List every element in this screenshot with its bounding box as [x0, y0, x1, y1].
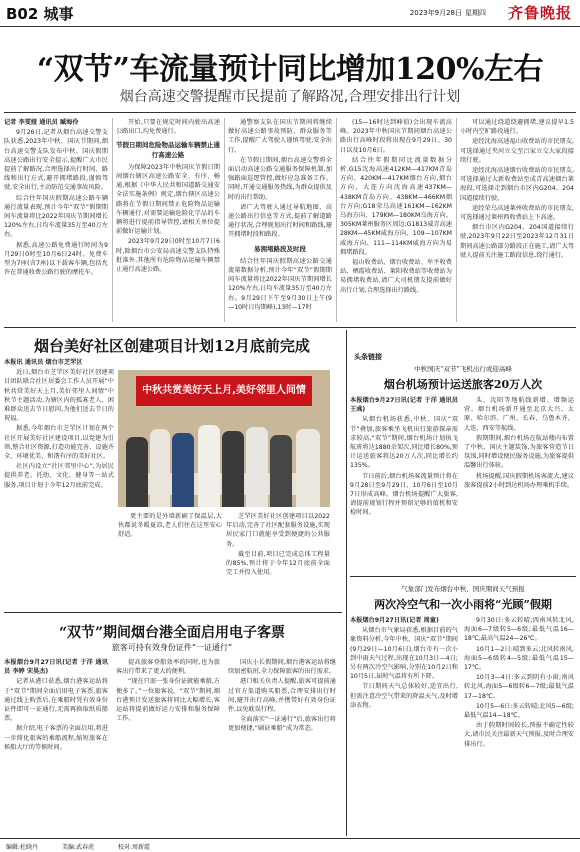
lead-column-5: [460, 118, 574, 324]
photo-person: [296, 429, 320, 507]
lead-subheadline: 烟台高速交警提醒市民提前了解路况,合理安排出行计划: [119, 89, 461, 105]
lead-paragraph: 福山收费站、烟台收费站、牟平收费站、栖霞收费站、莱阳收费站等收费站为易拥堵收费站,请广大司机朋友提前做好出行计划,合理选择出行路线。: [340, 259, 452, 294]
sidebar1-headline: 烟台机场预计运送旅客20万人次: [383, 378, 543, 391]
sidebar1-paragraph: 头、沈阳等地航线新增、增频运营。烟台机场新开通至北京大兴、太原、哈尔滨、广州、长春、乌鲁木齐、大连、西安等航线。: [464, 397, 574, 432]
lead-paragraph: 开始,只要在规定时间内驶出高速公路出口,均免费通行。: [116, 119, 220, 136]
sidebar2-kicker: 气象部门发布烟台中秋、国庆期间天气预报: [401, 585, 525, 593]
story3-subheadline: 旅客可持有效身份证件“一证通行”: [111, 643, 233, 652]
sidebar2-paragraph: 节日期间天气总体较好,适宜出行,但需注意冷空气带来的降温天气,及时增添衣物。: [350, 683, 458, 709]
story2-paragraph: 社区内设立“社区邻里中心”,为居民提供养老、托幼、文化、健身等一站式服务,项目计划于今年12月底前完成。: [4, 463, 114, 489]
sidebar1-column-2: [464, 396, 574, 570]
story3-paragraph: 提高旅客登船效率的同时,也为旅客出行带来了更大的便利。: [116, 659, 220, 676]
divider: [4, 112, 576, 113]
story3-paragraph: 记者从港口获悉,烟台港客运站将于“双节”期间全面启用电子客票,旅客通过线上购票后,在乘船时凭有效身份证件即可一证通行,无需再换取纸质船票。: [4, 678, 108, 723]
story3-byline: 本报烟台9月27日讯(记者 于洋 通讯员 李婷 宋昊杰): [4, 659, 108, 676]
section-tag: B02 城事: [6, 5, 74, 23]
story3-paragraph: 港口相关负责人提醒,旅客可提前通过官方渠道购买船票,合理安排出行时间,避开出行高峰,并携带好有效身份证件,以免耽误行程。: [228, 678, 336, 714]
column-rule: [224, 118, 225, 322]
issue-weekday: 星期四: [465, 9, 486, 17]
lead-paragraph: 烟台市区内G204、204国道接续行驶,2023年9月22日至2023年12月31日期间高速公路部分路段正在施工,请广大驾驶人提前关注施工路段信息,绕行通行。: [460, 224, 574, 259]
sidebar1-paragraph: 机场提醒,国庆假期机场客流大,建议旅客提前2小时到达机场办理乘机手续。: [464, 472, 574, 489]
lead-column-4: [340, 118, 452, 324]
lead-headline: “双节”车流量预计同比增加120%左右: [36, 52, 544, 87]
sidebar2-paragraph: 10月5—6日:多云转晴;北风5—6级;最低气温14—18℃。: [464, 702, 574, 720]
story2-column-2: [118, 512, 222, 606]
story2-column-1: [4, 358, 114, 606]
lead-paragraph: 为保障2023年中秋国庆节假日期间烟台辖区高速公路安全、有序、畅通,根据《中华人民共和国道路交通安全法实施条例》规定,烟台辖区高速公路将在节假日期间禁止危险物品运输车辆通行,对需要运输危险化学品的车辆将进行提前指导管控,请相关单位提前做好运输计划。: [116, 163, 220, 236]
page-footer: [0, 838, 580, 852]
story2-headline: 烟台美好社区创建项目计划12月底前完成: [34, 337, 310, 355]
sidebar2-paragraph: 10月3—4日:多云到阴有小雨;南风转北风,海面5—6级转6—7级;最低气温17—18℃。: [464, 674, 574, 700]
footer-designer: 美编:武春虎: [62, 844, 95, 851]
photo-banner: 中秋共赏美好天上月,美好邻里人间情: [136, 376, 312, 406]
lead-paragraph: 结合往年假期同比流量数据分析,G15沈海高速412KM—417KM青岛方向、420KM—417KM烟台方向,烟台方向、大连方向沈海高速437KM—438KM青岛方向、438KM—466KM烟台方向;G18荣乌高速161KM—162KM乌海方向、179KM—180KM乌海方向、305KM莱州服务区周边;G1813威青高速28KM—45KM威海方向、109—107KM威海方向、111—114KM威海方向为易拥堵路段。: [340, 156, 452, 256]
photo-person: [222, 431, 244, 507]
sidebar2-byline: 本报烟台9月27日讯(记者 周童): [350, 617, 439, 624]
lead-paragraph: 途经沈海高速烟台收费站的市民朋友,可选择通过大新收费站至成青高速烟台莱海段,可选择走到烟台市区内G204、204国道接续行驶。: [460, 167, 574, 202]
story3-column-3: [228, 658, 336, 834]
sidebar2-paragraph: 10月1—2日:晴到多云;北风转南风,海面5—6级转4—5级;最低气温15—17℃。: [464, 645, 574, 672]
sidebar-tag: 头条链接: [354, 353, 382, 361]
sidebar2-paragraph: 从烟台市气象局获悉,根据目前的气象资料分析,今年中秋、国庆“双节”期间(9月29日—10月6日),烟台市有一次小到中雨天气过程,出现在10月3日—4日;另有两次冷空气影响,分别在10月2日和10月5日,届时气温将有所下降。: [350, 627, 458, 681]
lead-paragraph: 结合往年国庆假期高速公路交通流量数据分析,预计今年“双节”假期期间车流量将比2022年国庆节期间增长120%左右,日均车流量35万至40万左右。9月29日下午至9月30日上午(9—10时日均期峰),13时—17时: [228, 257, 332, 311]
story3-paragraph: 国庆小长假期间,烟台港客运站将继续加密航班,全力保障旅客的出行需求。: [228, 659, 336, 676]
photo-person: [172, 433, 194, 507]
story2-paragraph: 据悉,今年烟台市芝罘区计划在两个社区开展美好社区建设项目,以党建为引领,整合社区资源,打造功能完善、设施齐全、环境优美、和谐有序的美好社区。: [4, 425, 114, 461]
lead-section-heading: 易拥堵路段及时段: [254, 244, 306, 253]
story2-column-3: [226, 512, 330, 606]
story2-paragraph: 近日,烟台市芝罘区美好社区创建项目团队联合社区居委会工作人员开展“中秋共赏美好天上月,美好邻里人间情”中秋节主题活动,为辖区内的孤寡老人、困难群众送去节日慰问,为他们送去节日的祝福。: [4, 369, 114, 423]
divider: [350, 576, 576, 577]
story2-paragraph: 芝罘区美好社区创建项目以2022年启动,完善了社区配套服务设施,实现居民家门口就能享受到便捷的公共服务。: [226, 513, 330, 548]
lead-paragraph: 综合往年国庆假期高速公路车辆通行流量表现,预计今年“双节”假期期间车流量将比2022年国庆节期间增长120%左右,日均车流量35万至40万左右。: [4, 194, 108, 239]
lead-paragraph: 可以通过绕道绕避拥堵,建议提早1.5小时内空旷路段通行。: [460, 119, 574, 136]
lead-paragraph: (15—16时达到峰值)会出现车流高峰。2023年中秋国庆节期间烟台高速公路出行高峰时段将出现在9月29日、30日以及10月6日。: [340, 119, 452, 154]
sidebar2-column-2: [464, 616, 574, 834]
photo-person: [126, 437, 148, 507]
sidebar1-byline: 本报烟台9月27日讯(记者 于洋 通讯员 王彧): [350, 397, 458, 414]
community-event-photo: [118, 370, 330, 507]
lead-byline: 记者 李雯娅 通讯员 臧海伶: [4, 119, 79, 126]
lead-paragraph: 9月26日,记者从烟台高速交警支队获悉,2023年中秋、国庆节期间,烟台高速交警支队发布中秋、国庆假期高速公路出行安全提示,提醒广大市民提前了解路况,合理选择出行时间、路线和出行方式,避开拥堵路段,谨慎驾驶,安全出行,主动防范交通事故风险。: [4, 129, 108, 192]
sidebar1-paragraph: 节日前后,烟台机场客流量预计将在9月28日至9月29日、10月6日至10月7日形成高峰。烟台机场提醒广大旅客,请提前规划行程并预留足够的值机和安检时间。: [350, 472, 458, 517]
divider: [4, 612, 342, 613]
column-rule: [112, 118, 113, 322]
story3-paragraph: “现在只需一张身份证就能乘船,方便多了。”一位旅客说。“双节”期间,烟台港预计发送旅客将同比大幅增长,客运站将提前做好运力安排和服务保障工作。: [116, 678, 220, 723]
lead-paragraph: 途经荣乌高速莱州收费站的市民朋友,可选择通过莱州西收费站上下高速。: [460, 204, 574, 222]
sidebar2-column-1: [350, 616, 458, 834]
footer-editor: 编辑:杜晓丹: [6, 844, 39, 851]
photo-person: [270, 435, 292, 507]
paper-logo: 齐鲁晚报: [507, 4, 572, 22]
masthead: [0, 0, 580, 27]
lead-paragraph: 请广大驾驶人通过导航地图、高速公路出行信息等方式,提前了解道路通行状况,合理规划出行时间和路线,避开拥堵时段和路段。: [228, 203, 332, 239]
story3-headline: “双节”期间烟台港全面启用电子客票: [58, 625, 286, 641]
story2-paragraph: 更主要的是外墙新刷了保温层,大伙都说冬暖夏凉,老人们住在这里安心舒适。: [118, 513, 222, 539]
story3-paragraph: 全面落实“一证通行”后,旅客出行将更加便捷,“刷证乘船”成为常态。: [228, 716, 336, 733]
lead-paragraph: 据悉,高速公路免费通行时间为9月29日0时至10月6日24时。免费车型为7座(含7座)以下载客车辆,包括允许在普通收费公路行驶的摩托车。: [4, 241, 108, 277]
sidebar2-paragraph: 9月30日:多云转晴;西南风转北风,海面6—7级转5—6级;最低气温16—18℃,最高气温24—26℃。: [464, 617, 574, 643]
photo-person: [150, 429, 170, 507]
story2-byline: 本报讯 通讯员 烟台市芝罘区: [4, 359, 83, 366]
lead-column-2: [116, 118, 220, 324]
lead-column-3: [228, 118, 332, 324]
footer-proofreader: 校对:周新霞: [118, 844, 151, 851]
lead-section-heading: 节假日期间危险物品运输车辆禁止通行高速公路: [116, 141, 220, 159]
lead-paragraph: 通警察支队在国庆节期间将继续做好高速公路事故预防、群众服务等工作,提醒广大驾驶人谨慎驾驶,安全出行。: [228, 119, 332, 154]
lead-paragraph: 在节假日期间,烟台高速交警将全面启动高速公路交通服务保障机制,加强路面巡逻管控,做好应急准备工作。同时,开通交通服务热线,为群众提供及时的出行帮助。: [228, 156, 332, 201]
sidebar1-kicker: 中秋国庆“双节”飞机出行或迎高峰: [414, 365, 512, 373]
sidebar2-paragraph: 由于假期时间较长,预报不确定性较大,请市民关注最新天气预报,及时合理安排出行。: [464, 722, 574, 748]
photo-person: [246, 427, 268, 507]
story3-column-1: [4, 658, 108, 834]
sidebar1-paragraph: 假期期间,烟台机场在航站楼内布置了中秋、国庆主题装饰,为旅客营造节日氛围,同时增设便民服务设施,为旅客提供温馨出行体验。: [464, 434, 574, 470]
sidebar1-paragraph: 从烟台机场获悉,中秋、国庆“双节”叠加,旅客乘坐飞机出行旅游探亲需求较高,“双节”期间,烟台机场计划执飞航班将达1880余架次,同比增长80%,预计运送旅客将达20万人次,同比增长约135%。: [350, 416, 458, 470]
sidebar2-headline: 两次冷空气和一次小雨将“光顾”假期: [374, 598, 552, 611]
divider: [4, 327, 576, 328]
sidebar1-column-1: [350, 396, 458, 570]
story3-paragraph: 据介绍,电子客票的全面启用,将进一步简化旅客的乘船流程,缩短旅客在候船大厅的等候时间。: [4, 725, 108, 751]
column-rule: [336, 118, 337, 322]
column-rule: [456, 118, 457, 322]
lead-paragraph: 2023年9月29日0时至10月7日6时,除烟台市公安局高速交警支队特殊批准外,其他所有危险物品运输车辆禁止通行高速公路。: [116, 238, 220, 274]
story2-paragraph: 截至目前,项目已完成总体工程量的85%,预计将于今年12月底前全面完工并投入使用。: [226, 550, 330, 577]
photo-person: [198, 425, 220, 507]
story3-column-2: [116, 658, 220, 834]
column-rule: [346, 330, 347, 836]
lead-column-1: [4, 118, 108, 324]
issue-date: 2023年9月28日: [409, 9, 462, 17]
lead-paragraph: 途经沈海高速福山收费站的市民朋友,可选择通过夹河立交至吕家立交大家段接续行驶。: [460, 138, 574, 164]
